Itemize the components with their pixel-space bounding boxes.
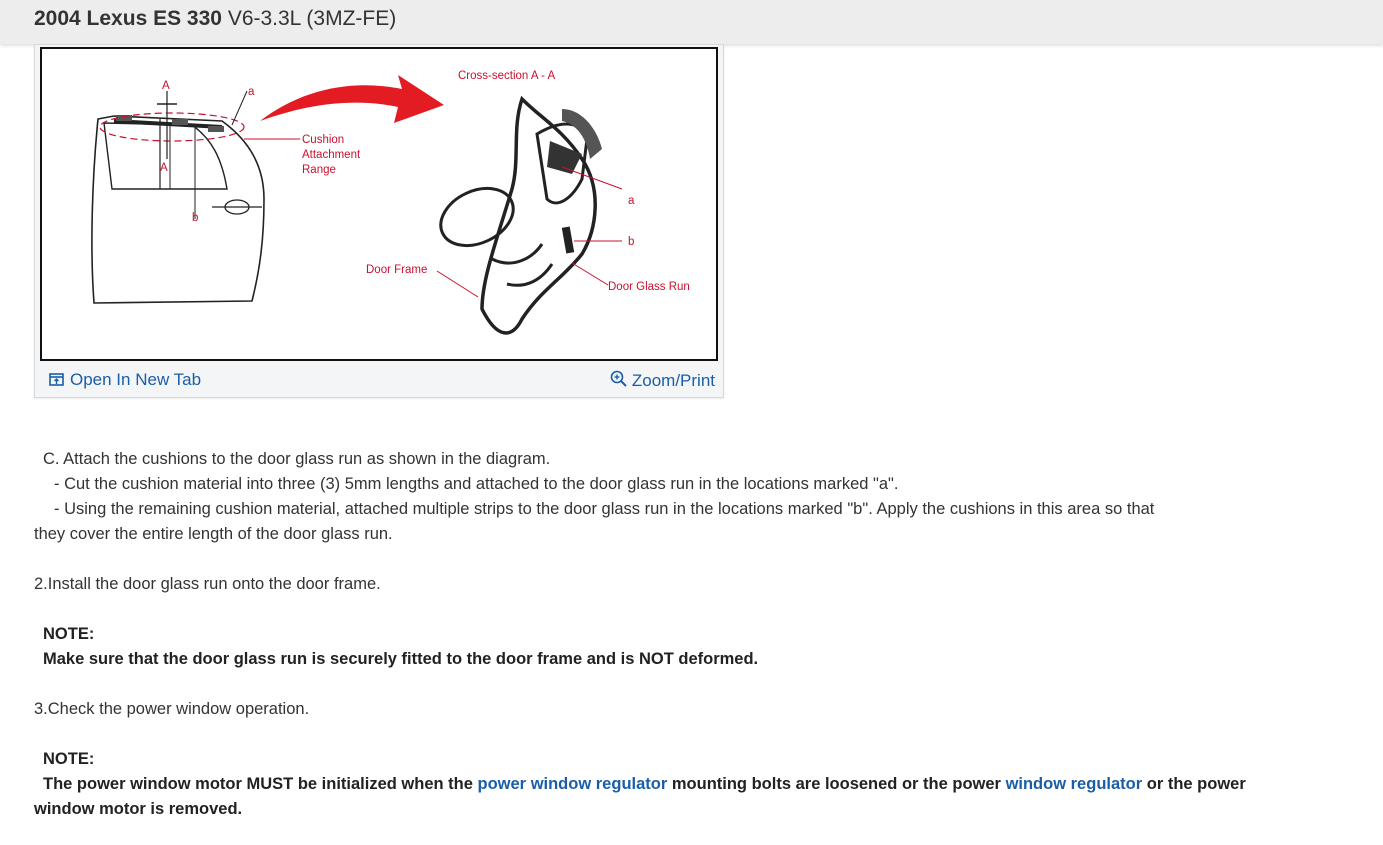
- door-frame-label: Door Frame: [366, 264, 428, 276]
- step-3: 3.Check the power window operation.: [34, 700, 310, 718]
- figure-toolbar: [35, 365, 723, 397]
- note-2-body-continued: window motor is removed.: [34, 800, 243, 818]
- marker-b-right: b: [628, 236, 635, 248]
- zoom-print-link[interactable]: [610, 370, 715, 391]
- power-window-regulator-link[interactable]: power window regulator: [477, 775, 668, 793]
- marker-a-left: a: [248, 86, 255, 98]
- note-1-label: NOTE:: [43, 625, 95, 643]
- marker-A-top: A: [162, 80, 170, 92]
- open-in-new-tab-link[interactable]: [49, 370, 201, 390]
- note-2-text-3: or the power: [1142, 775, 1246, 793]
- cushion-label-line1: Cushion: [302, 134, 345, 146]
- step-c-bullet-1: - Cut the cushion material into three (3) 5mm lengths and attached to the door glass run in the locations marked "a".: [54, 475, 899, 493]
- step-c-bullet-2-continued: they cover the entire length of the door glass run.: [34, 525, 393, 543]
- open-new-tab-icon: [49, 373, 64, 387]
- engine-spec: V6-3.3L (3MZ-FE): [227, 7, 397, 30]
- step-c-bullet-2: - Using the remaining cushion material, attached multiple strips to the door glass run in the locations marked "b". Apply the cushions in this area so that: [54, 500, 1155, 518]
- marker-A-bottom: A: [160, 162, 168, 174]
- page-header: [0, 0, 1383, 44]
- zoom-in-icon: [610, 370, 628, 388]
- door-glass-run-label: Door Glass Run: [608, 281, 690, 293]
- diagram-image[interactable]: [40, 47, 718, 361]
- note-2-label: NOTE:: [43, 750, 95, 768]
- cushion-label-line2: Attachment: [302, 149, 361, 161]
- cushion-label-line3: Range: [302, 164, 336, 176]
- door-glass-run-diagram: [42, 49, 716, 359]
- cross-section-title: Cross-section A - A: [458, 70, 556, 82]
- note-2-text-2: mounting bolts are loosened or the power: [667, 775, 1006, 793]
- figure-card: [34, 44, 724, 398]
- page-title: [34, 7, 396, 31]
- marker-a-right: a: [628, 195, 635, 207]
- step-2: 2.Install the door glass run onto the door frame.: [34, 575, 381, 593]
- note-2-text-1: The power window motor MUST be initialized when the: [43, 775, 478, 793]
- procedure-text: [34, 447, 1264, 822]
- open-in-new-tab-label: Open In New Tab: [70, 370, 202, 389]
- zoom-print-label: Zoom/Print: [631, 371, 715, 390]
- note-2-body: [34, 772, 1264, 797]
- note-1-body: Make sure that the door glass run is securely fitted to the door frame and is NOT deformed.: [43, 650, 759, 668]
- vehicle-name: 2004 Lexus ES 330: [34, 7, 222, 30]
- step-c: C. Attach the cushions to the door glass run as shown in the diagram.: [43, 450, 551, 468]
- window-regulator-link[interactable]: window regulator: [1005, 775, 1143, 793]
- marker-b-left: b: [192, 212, 199, 224]
